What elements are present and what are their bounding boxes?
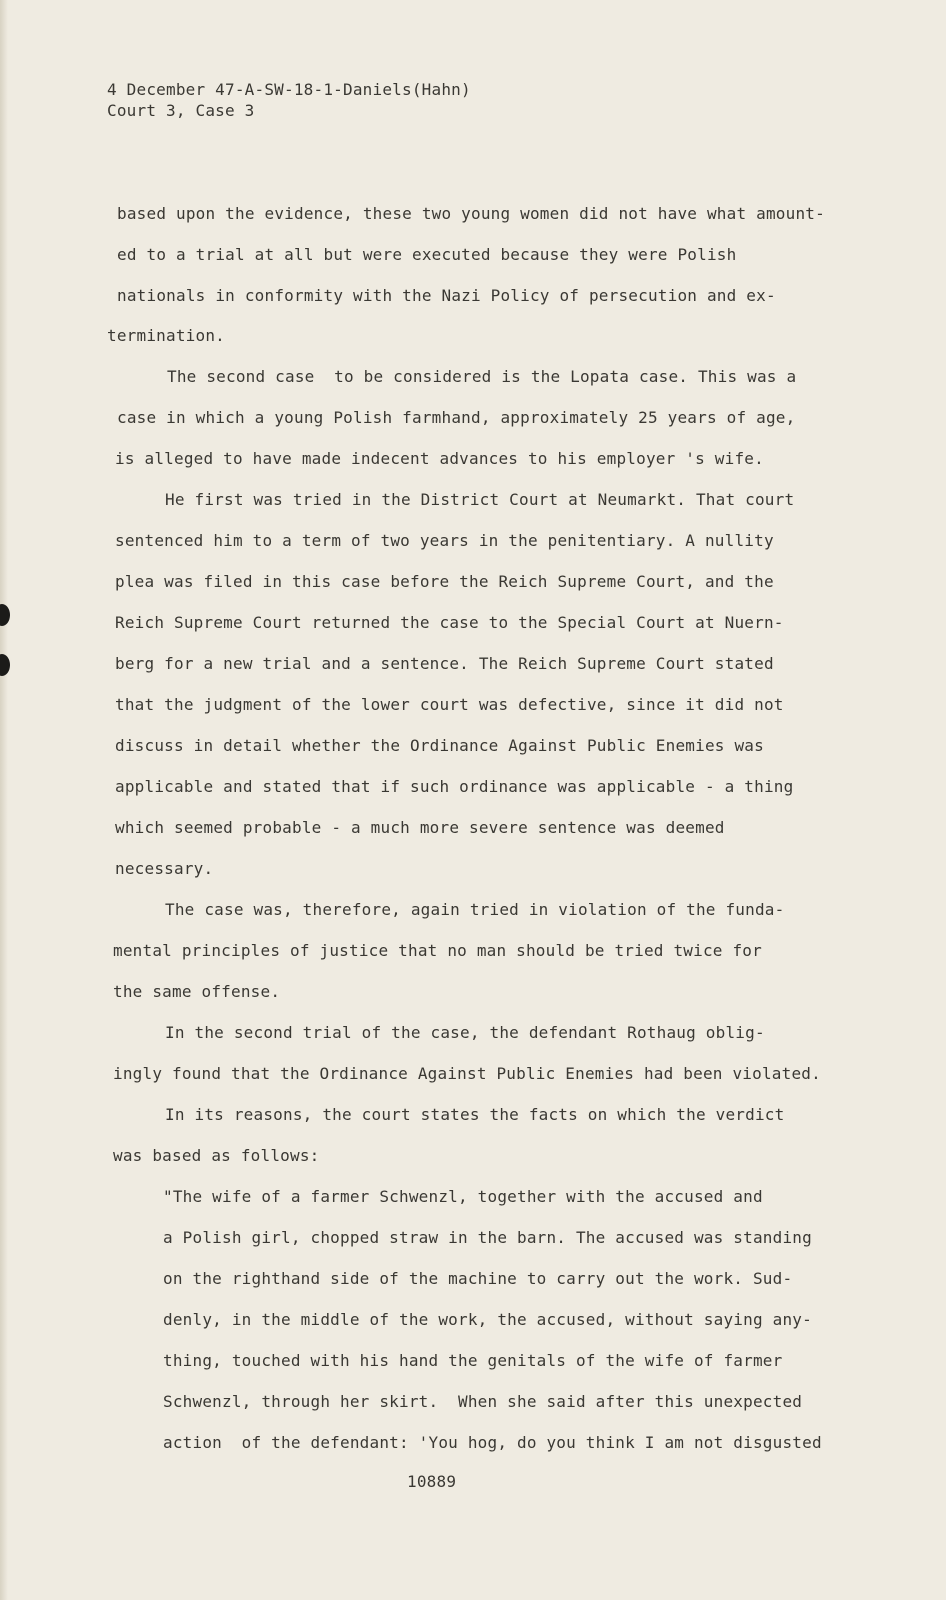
body-line: termination. bbox=[107, 326, 225, 345]
body-line: In its reasons, the court states the facts on which the verdict bbox=[165, 1105, 785, 1124]
body-line: discuss in detail whether the Ordinance Against Public Enemies was bbox=[115, 736, 764, 755]
header-court-line: Court 3, Case 3 bbox=[107, 101, 255, 120]
binding-hole bbox=[0, 604, 10, 626]
body-line: mental principles of justice that no man should be tried twice for bbox=[113, 941, 762, 960]
binding-hole bbox=[0, 654, 10, 676]
body-line: plea was filed in this case before the Reich Supreme Court, and the bbox=[115, 572, 774, 591]
body-line: ed to a trial at all but were executed because they were Polish bbox=[117, 245, 737, 264]
page-number: 10889 bbox=[407, 1472, 457, 1491]
quote-line: denly, in the middle of the work, the accused, without saying any- bbox=[163, 1310, 812, 1329]
body-line: He first was tried in the District Court at Neumarkt. That court bbox=[165, 490, 795, 509]
quote-line: on the righthand side of the machine to carry out the work. Sud- bbox=[163, 1269, 793, 1288]
document-header bbox=[107, 79, 471, 121]
quote-line: action of the defendant: 'You hog, do you think I am not disgusted bbox=[163, 1433, 822, 1452]
body-line: based upon the evidence, these two young women did not have what amount- bbox=[117, 204, 825, 223]
body-line: necessary. bbox=[115, 859, 214, 878]
header-reference-line: 4 December 47-A-SW-18-1-Daniels(Hahn) bbox=[107, 80, 471, 99]
quote-line: a Polish girl, chopped straw in the barn. The accused was standing bbox=[163, 1228, 812, 1247]
page-left-edge bbox=[0, 0, 8, 1600]
body-line: which seemed probable - a much more severe sentence was deemed bbox=[115, 818, 725, 837]
body-line: nationals in conformity with the Nazi Policy of persecution and ex- bbox=[117, 286, 776, 305]
body-line: In the second trial of the case, the defendant Rothaug oblig- bbox=[165, 1023, 765, 1042]
quote-line: Schwenzl, through her skirt. When she said after this unexpected bbox=[163, 1392, 803, 1411]
body-line: berg for a new trial and a sentence. The Reich Supreme Court stated bbox=[115, 654, 774, 673]
body-line: is alleged to have made indecent advances to his employer 's wife. bbox=[115, 449, 764, 468]
body-line: sentenced him to a term of two years in the penitentiary. A nullity bbox=[115, 531, 774, 550]
body-line: case in which a young Polish farmhand, approximately 25 years of age, bbox=[117, 408, 796, 427]
body-line: the same offense. bbox=[113, 982, 281, 1001]
body-line: ingly found that the Ordinance Against Public Enemies had been violated. bbox=[113, 1064, 821, 1083]
body-line: The second case to be considered is the Lopata case. This was a bbox=[167, 367, 797, 386]
body-line: applicable and stated that if such ordinance was applicable - a thing bbox=[115, 777, 794, 796]
quote-line: thing, touched with his hand the genitals of the wife of farmer bbox=[163, 1351, 783, 1370]
body-line: that the judgment of the lower court was defective, since it did not bbox=[115, 695, 784, 714]
body-line: was based as follows: bbox=[113, 1146, 320, 1165]
quote-line: "The wife of a farmer Schwenzl, together with the accused and bbox=[163, 1187, 763, 1206]
body-line: The case was, therefore, again tried in violation of the funda- bbox=[165, 900, 785, 919]
body-line: Reich Supreme Court returned the case to the Special Court at Nuern- bbox=[115, 613, 784, 632]
